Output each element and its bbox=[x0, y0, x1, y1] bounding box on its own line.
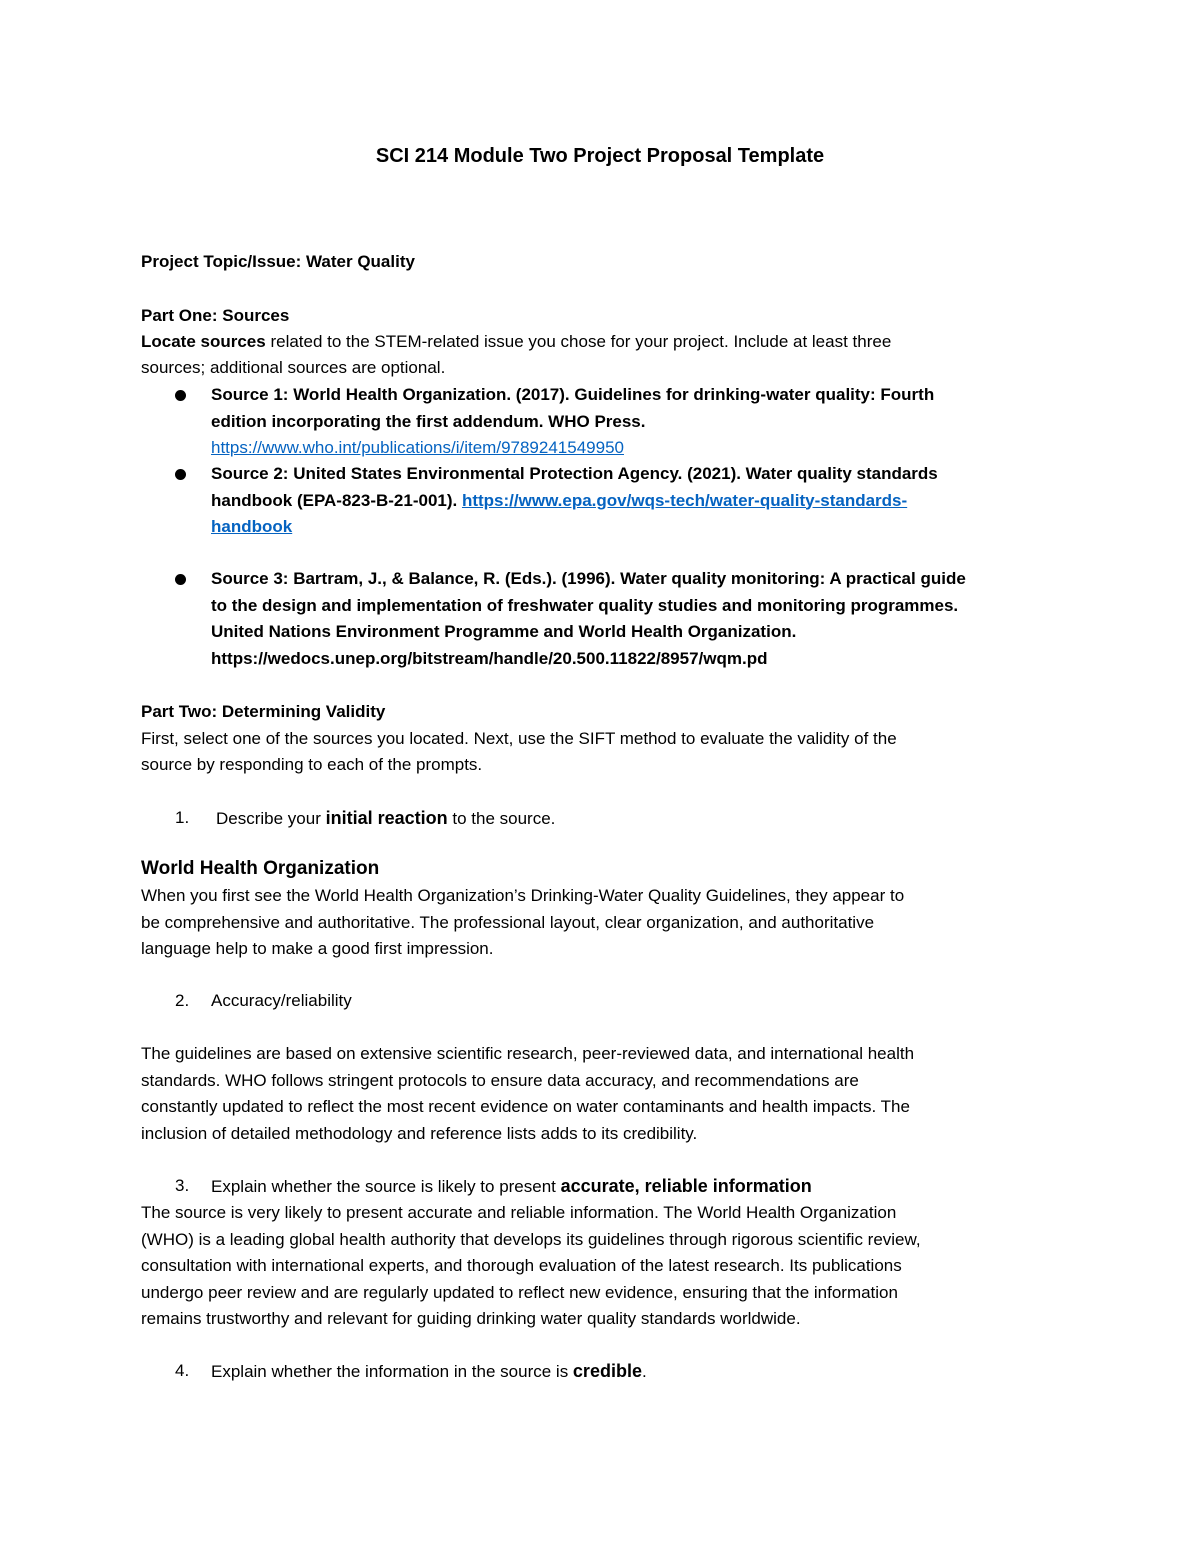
answer-2-line: standards. WHO follows stringent protocols to ensure data accuracy, and recommendations are bbox=[141, 1070, 859, 1090]
question-1-number: 1. bbox=[175, 808, 190, 827]
question-3 bbox=[211, 1173, 1061, 1201]
answer-1-line: When you first see the World Health Organization’s Drinking-Water Quality Guidelines, they appear to bbox=[141, 886, 905, 905]
document-title: SCI 214 Module Two Project Proposal Template bbox=[375, 145, 825, 167]
answer-2-line: The guidelines are based on extensive scientific research, peer-reviewed data, and international health bbox=[141, 1044, 915, 1063]
source-1 bbox=[211, 382, 1061, 462]
source-2-link-continued[interactable]: handbook bbox=[211, 517, 293, 536]
source-2-link[interactable]: https://www.epa.gov/wqs-tech/water-quality-standards- bbox=[461, 490, 908, 510]
question-2-number: 2. bbox=[175, 991, 190, 1010]
part-two-heading: Part Two: Determining Validity bbox=[141, 702, 386, 721]
source-1-line1: Source 1: World Health Organization. (2017). Guidelines for drinking-water quality: Fourth bbox=[211, 385, 935, 404]
question-4-bold: credible bbox=[572, 1361, 642, 1381]
question-2: Accuracy/reliability bbox=[211, 991, 352, 1010]
bullet-icon bbox=[175, 469, 186, 480]
source-3-line4: https://wedocs.unep.org/bitstream/handle/20.500.11822/8957/wqm.pd bbox=[211, 648, 768, 668]
intro-line1-rest: related to the STEM-related issue you chose for your project. Include at least three bbox=[265, 332, 892, 351]
answer-2-line: inclusion of detailed methodology and reference lists adds to its credibility. bbox=[141, 1123, 698, 1143]
part-one-intro-line2: sources; additional sources are optional. bbox=[141, 358, 446, 377]
answer-3-line: The source is very likely to present accurate and reliable information. The World Health Organization bbox=[141, 1203, 897, 1222]
question-1-bold: initial reaction bbox=[325, 808, 448, 828]
organization-heading: World Health Organization bbox=[141, 858, 380, 879]
bullet-icon bbox=[175, 574, 186, 585]
answer-3-line: remains trustworthy and relevant for guiding drinking water quality standards worldwide. bbox=[141, 1309, 801, 1328]
part-one-intro-line1 bbox=[141, 329, 1061, 356]
source-3 bbox=[211, 566, 1061, 672]
question-1 bbox=[216, 805, 1066, 833]
question-4-pre: Explain whether the information in the source is bbox=[211, 1362, 573, 1381]
locate-sources-label: Locate sources bbox=[141, 332, 266, 351]
answer-3-line: (WHO) is a leading global health authority that develops its guidelines through rigorous scientific review, bbox=[141, 1229, 921, 1249]
answer-3-line: undergo peer review and are regularly updated to reflect new evidence, ensuring that the information bbox=[141, 1282, 898, 1302]
part-two-intro-line1: First, select one of the sources you located. Next, use the SIFT method to evaluate the validity of the bbox=[141, 729, 897, 748]
source-3-line1: Source 3: Bartram, J., & Balance, R. (Eds.). (1996). Water quality monitoring: A practical guide bbox=[211, 569, 966, 588]
question-3-number: 3. bbox=[175, 1176, 190, 1195]
question-1-pre: Describe your bbox=[216, 809, 326, 828]
question-4 bbox=[211, 1358, 1061, 1386]
answer-2-line: constantly updated to reflect the most recent evidence on water contaminants and health impacts. The bbox=[141, 1097, 910, 1116]
source-1-line2: edition incorporating the first addendum. WHO Press. bbox=[211, 411, 646, 431]
answer-1 bbox=[141, 883, 1061, 963]
part-one-heading: Part One: Sources bbox=[141, 306, 290, 325]
answer-1-line: language help to make a good first impression. bbox=[141, 939, 494, 958]
project-topic: Project Topic/Issue: Water Quality bbox=[141, 252, 415, 271]
source-1-link[interactable]: https://www.who.int/publications/i/item/9789241549950 bbox=[211, 438, 624, 457]
part-two-intro-line2: source by responding to each of the prompts. bbox=[141, 755, 483, 774]
question-4-number: 4. bbox=[175, 1361, 190, 1380]
question-3-pre: Explain whether the source is likely to present bbox=[211, 1177, 561, 1196]
source-2 bbox=[211, 461, 1061, 541]
answer-3-line: consultation with international experts, and thorough evaluation of the latest research. Its publications bbox=[141, 1256, 902, 1275]
source-2-line2: handbook (EPA-823-B-21-001). bbox=[211, 490, 462, 510]
answer-3 bbox=[141, 1200, 1061, 1333]
answer-2 bbox=[141, 1041, 1061, 1147]
question-4-post: . bbox=[641, 1362, 647, 1381]
question-1-post: to the source. bbox=[447, 809, 556, 828]
source-3-line3: United Nations Environment Programme and World Health Organization. bbox=[211, 622, 797, 641]
question-3-bold: accurate, reliable information bbox=[560, 1176, 812, 1196]
answer-1-line: be comprehensive and authoritative. The professional layout, clear organization, and authoritative bbox=[141, 912, 875, 932]
bullet-icon bbox=[175, 390, 186, 401]
source-2-line1: Source 2: United States Environmental Protection Agency. (2021). Water quality standards bbox=[211, 464, 938, 483]
source-3-line2: to the design and implementation of freshwater quality studies and monitoring programmes. bbox=[211, 595, 959, 615]
